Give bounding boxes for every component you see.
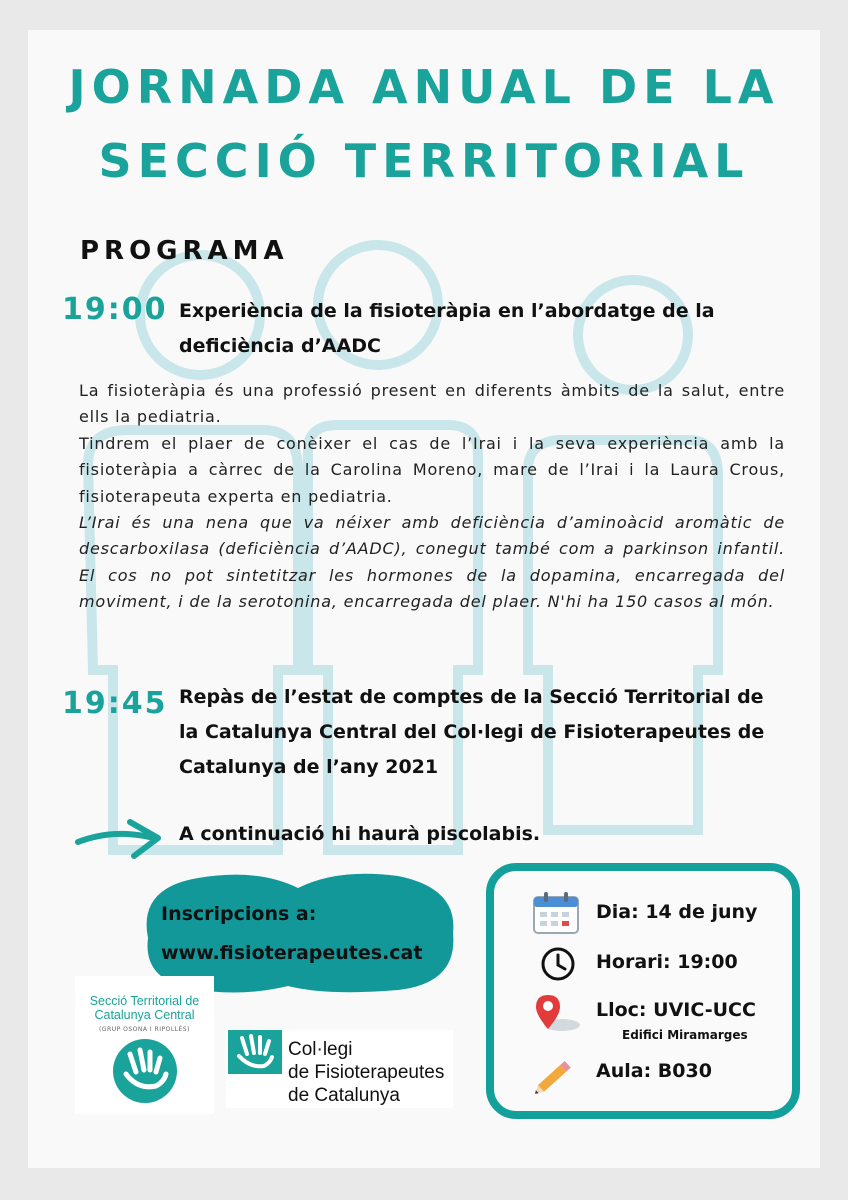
arrow-right-icon xyxy=(74,818,166,862)
title-line-1: JORNADA ANUAL DE LA xyxy=(68,60,780,114)
college-logo-line-1: Col·legi xyxy=(288,1039,353,1060)
section-logo-line-1: Secció Territorial de xyxy=(89,994,200,1008)
time-1900: 19:00 xyxy=(62,292,168,327)
item-title-2-line-2: la Catalunya Central del Col·legi de Fisioterapeutes de xyxy=(179,721,765,743)
schedule-label: Horari: 19:00 xyxy=(596,951,738,973)
hand-circle-icon xyxy=(112,1038,178,1104)
item-title-2-line-3: Catalunya de l’any 2021 xyxy=(179,756,439,778)
description-paragraph-3: L’Irai és una nena que va néixer amb deficiència d’aminoàcid aromàtic de descarboxilasa (deficiència d’AADC), conegut també com a parkinson infantil. El cos no pot sintetitzar les hormones de la dopamina, encarregada del moviment, i de la serotonina, encarregada del plaer. N'hi ha 150 casos al món. xyxy=(79,513,785,612)
poster xyxy=(28,30,820,1168)
section-logo-subtitle: (GRUP OSONA I RIPOLLÈS) xyxy=(99,1026,190,1033)
description-paragraph-2: Tindrem el plaer de conèixer el cas de l’Irai i la seva experiència amb la fisioteràpia a càrrec de la Carolina Moreno, mare de l’Irai i la Laura Crous, fisioterapeuta experta en pediatria. xyxy=(79,433,785,506)
clock-icon xyxy=(540,946,576,982)
registration-label: Inscripcions a: xyxy=(161,903,317,925)
building-label: Edifici Miramarges xyxy=(622,1028,748,1042)
item-title-1-line-2: deficiència d’AADC xyxy=(179,335,381,357)
map-pin-icon xyxy=(534,991,584,1035)
event-info-box xyxy=(486,863,800,1119)
college-logo xyxy=(226,1030,453,1108)
item-description xyxy=(79,378,785,616)
pencil-icon xyxy=(532,1056,576,1096)
college-logo-line-3: de Catalunya xyxy=(288,1085,400,1106)
program-heading: PROGRAMA xyxy=(80,236,289,266)
item-title-1-line-1: Experiència de la fisioteràpia en l’abordatge de la xyxy=(179,300,715,322)
description-paragraph-1: La fisioteràpia és una professió present en diferents àmbits de la salut, entre ells la pediatria. xyxy=(79,381,785,427)
item-title-2-line-1: Repàs de l’estat de comptes de la Secció Territorial de xyxy=(179,686,764,708)
item-title-2 xyxy=(179,680,779,785)
title-line-2: SECCIÓ TERRITORIAL xyxy=(98,134,750,188)
continuation-note: A continuació hi haurà piscolabis. xyxy=(179,823,541,845)
college-logo-line-2: de Fisioterapeutes xyxy=(288,1062,445,1083)
registration-url[interactable]: www.fisioterapeutes.cat xyxy=(161,942,423,964)
college-logo-square xyxy=(228,1030,282,1074)
section-logo-line-2: Catalunya Central xyxy=(94,1008,195,1022)
hand-icon xyxy=(228,1030,282,1074)
item-title-1 xyxy=(179,294,779,364)
time-1945: 19:45 xyxy=(62,686,168,721)
place-label: Lloc: UVIC-UCC xyxy=(596,999,756,1021)
calendar-icon xyxy=(532,891,580,935)
section-logo xyxy=(75,976,214,1114)
room-label: Aula: B030 xyxy=(596,1060,712,1082)
date-label: Dia: 14 de juny xyxy=(596,901,758,923)
